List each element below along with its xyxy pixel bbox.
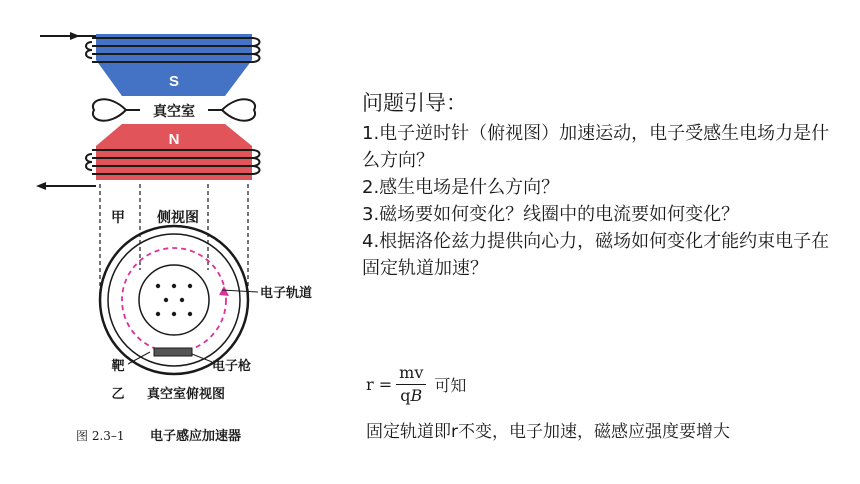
formula-tail: 可知 (434, 375, 467, 395)
vacuum-chamber-label: 真空室 (153, 104, 195, 120)
south-pole-label: S (168, 73, 180, 90)
side-view-label: 侧视图 (157, 210, 199, 226)
top-view-label: 真空室俯视图 (146, 387, 226, 402)
formula-den-q: q (400, 385, 411, 405)
radius-formula (366, 356, 466, 412)
question-2: 2.感生电场是什么方向？ (362, 177, 560, 198)
formula-den-b: B (410, 385, 423, 405)
question-guide (362, 88, 842, 282)
electron-orbit-label: 电子轨道 (260, 286, 313, 301)
question-4: 4.根据洛伦兹力提供向心力，磁场如何变化才能约束电子在固定轨道加速？ (362, 231, 830, 279)
electron-orbit (122, 248, 226, 352)
question-1: 1.电子逆时针（俯视图）加速运动，电子受感生电场力是什么方向？ (362, 123, 830, 171)
formula-numerator: mv (396, 364, 426, 385)
north-pole-label: N (168, 131, 180, 148)
orbit-arrow (219, 286, 229, 296)
target-label: 靶 (111, 359, 125, 374)
guide-heading: 问题引导： (362, 91, 467, 115)
label-yi: 乙 (111, 387, 125, 402)
formula-lhs: r = (366, 374, 393, 394)
projection-lines (100, 184, 248, 300)
label-jia: 甲 (111, 210, 125, 226)
electron-gun (154, 348, 192, 356)
figure-number: 图 2.3–1 (76, 429, 125, 443)
question-3: 3.磁场要如何变化？线圈中的电流要如何变化？ (362, 204, 740, 225)
electron-gun-label: 电子枪 (212, 359, 252, 374)
conclusion-text: 固定轨道即r不变，电子加速，磁感应强度要增大 (366, 422, 730, 442)
field-dots (156, 284, 192, 316)
figure-title: 电子感应加速器 (150, 429, 242, 444)
pole-region (139, 265, 209, 335)
chamber-inner-ring (108, 234, 240, 366)
accelerator-figure (0, 0, 330, 484)
target-leader (128, 352, 150, 364)
